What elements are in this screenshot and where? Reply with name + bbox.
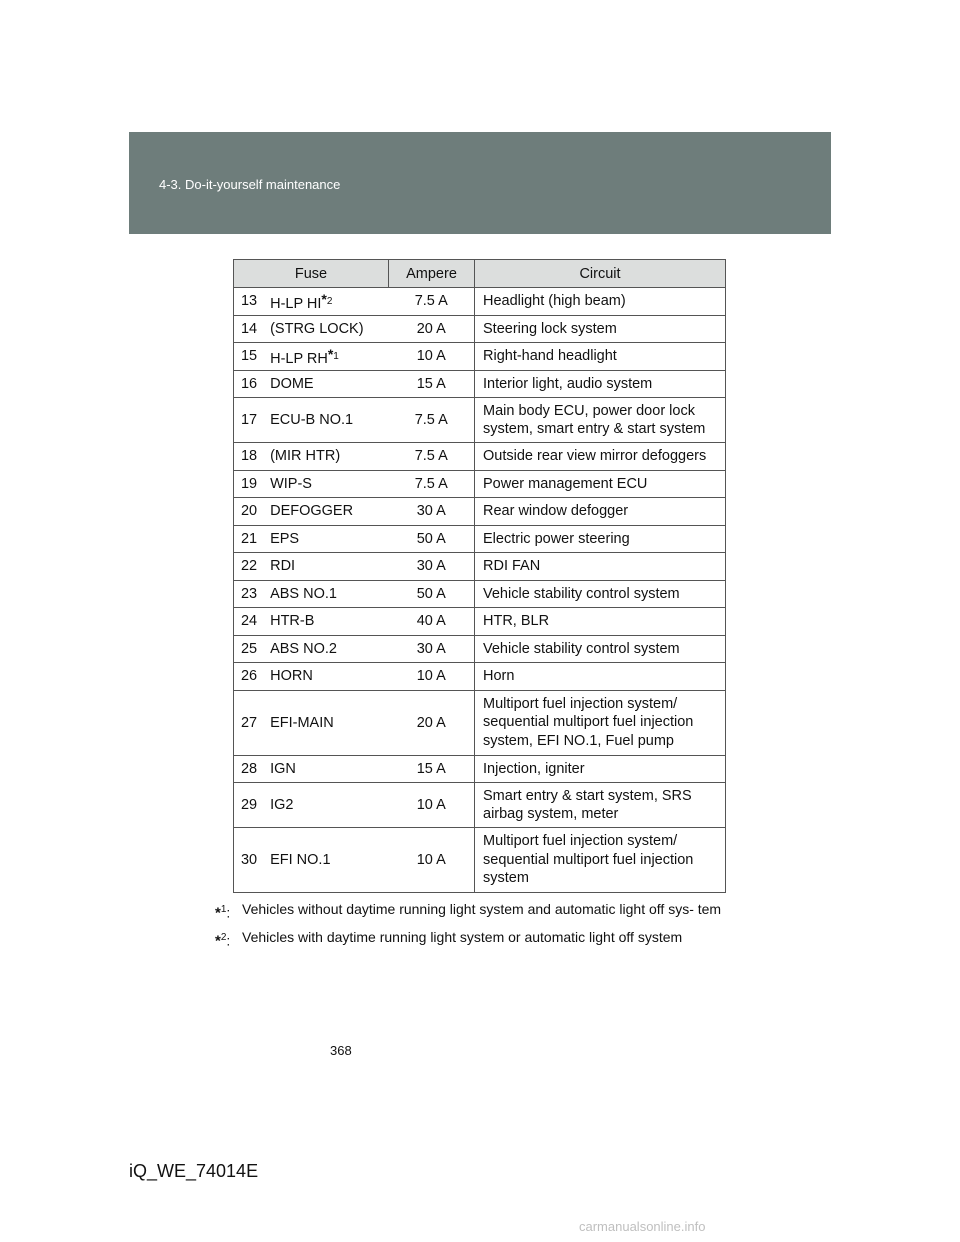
circuit-line: system, EFI NO.1, Fuel pump: [483, 732, 674, 749]
document-code: iQ_WE_74014E: [129, 1161, 259, 1181]
table-row: [234, 553, 726, 581]
circuit-line: Smart entry & start system, SRS: [483, 787, 692, 804]
circuit-line: Vehicle stability control system: [483, 640, 680, 657]
table-row: [234, 755, 726, 783]
circuit-line: sequential multiport fuel injection: [483, 851, 694, 868]
fuse-circuit: [475, 663, 726, 691]
fuse-circuit: [475, 755, 726, 783]
fuse-ampere: 10 A: [389, 343, 475, 371]
fuse-number: 26: [234, 663, 265, 691]
circuit-line: Multiport fuel injection system/: [483, 833, 678, 850]
footnote-marker: *$^1$:: [215, 904, 231, 922]
fuse-number: 24: [234, 608, 265, 636]
fuse-number: 30: [234, 828, 265, 893]
column-header-fuse: Fuse: [234, 260, 389, 288]
fuse-name: (STRG LOCK): [264, 315, 388, 343]
circuit-line: Main body ECU, power door lock: [483, 402, 695, 419]
fuse-ampere: 40 A: [389, 608, 475, 636]
circuit-line: Rear window defogger: [483, 503, 629, 519]
circuit-line: sequential multiport fuel injection: [483, 714, 694, 731]
fuse-circuit: [475, 525, 726, 553]
fuse-ampere: 15 A: [389, 370, 475, 398]
fuse-circuit: [475, 580, 726, 608]
fuse-number: 23: [234, 580, 265, 608]
watermark: carmanualsonline.info: [579, 1219, 706, 1234]
table-row: [234, 690, 726, 755]
fuse-number: 18: [234, 443, 265, 471]
table-row: [234, 288, 726, 316]
circuit-line: Interior light, audio system: [483, 375, 653, 392]
fuse-number: 16: [234, 370, 265, 398]
fuse-circuit: [475, 635, 726, 663]
circuit-line: system: [483, 870, 529, 887]
fuse-circuit: [475, 315, 726, 343]
footnotes: [215, 900, 746, 955]
fuse-ampere: 15 A: [389, 755, 475, 783]
table-row: [234, 828, 726, 893]
table-row: [234, 498, 726, 526]
fuse-number: 15: [234, 343, 265, 371]
circuit-line: HTR, BLR: [483, 613, 550, 629]
section-title: 4-3. Do-it-yourself maintenance: [159, 177, 341, 192]
fuse-ampere: 50 A: [389, 580, 475, 608]
circuit-line: airbag system, meter: [483, 806, 619, 822]
fuse-name: IGN: [264, 755, 388, 783]
footnote-text: Vehicles with daytime running light system or automatic light off system: [242, 928, 683, 945]
footnote-ref: *1: [327, 345, 339, 362]
circuit-line: Multiport fuel injection system/: [483, 695, 678, 712]
fuse-circuit: [475, 608, 726, 636]
fuse-name: ECU-B NO.1: [264, 398, 388, 443]
fuse-circuit: [475, 343, 726, 371]
fuse-number: 29: [234, 783, 265, 828]
fuse-ampere: 30 A: [389, 553, 475, 581]
table-row: [234, 580, 726, 608]
fuse-circuit: [475, 690, 726, 755]
circuit-line: Headlight (high beam): [483, 293, 626, 309]
circuit-line: Electric power steering: [483, 530, 630, 547]
circuit-line: Injection, igniter: [483, 760, 585, 777]
fuse-circuit: [475, 470, 726, 498]
circuit-line: Power management ECU: [483, 475, 648, 492]
footnote-ref: *2: [321, 290, 333, 307]
fuse-name: HTR-B: [264, 608, 388, 636]
fuse-ampere: 30 A: [389, 635, 475, 663]
fuse-number: 21: [234, 525, 265, 553]
fuse-circuit: [475, 553, 726, 581]
fuse-number: 20: [234, 498, 265, 526]
fuse-number: 13: [234, 288, 265, 316]
table-row: [234, 608, 726, 636]
fuse-circuit: [475, 783, 726, 828]
fuse-name: HORN: [264, 663, 388, 691]
table-row: [234, 443, 726, 471]
table-row: [234, 470, 726, 498]
fuse-circuit: [475, 443, 726, 471]
fuse-ampere: 20 A: [389, 315, 475, 343]
fuse-table: [233, 259, 726, 893]
fuse-number: 25: [234, 635, 265, 663]
fuse-circuit: [475, 288, 726, 316]
circuit-line: RDI FAN: [483, 558, 541, 574]
fuse-table-body: [234, 288, 726, 893]
column-header-circuit: Circuit: [475, 260, 726, 288]
table-row: [234, 635, 726, 663]
table-row: [234, 525, 726, 553]
fuse-circuit: [475, 370, 726, 398]
circuit-line: Steering lock system: [483, 320, 617, 337]
fuse-name: (MIR HTR): [264, 443, 388, 471]
circuit-line: Horn: [483, 668, 515, 684]
footnote-text: Vehicles without daytime running light system and automatic light off sys- tem: [242, 901, 722, 917]
fuse-name: IG2: [264, 783, 388, 828]
fuse-name: EFI-MAIN: [264, 690, 388, 755]
fuse-ampere: 20 A: [389, 690, 475, 755]
footnote: [215, 928, 746, 951]
fuse-number: 22: [234, 553, 265, 581]
fuse-ampere: 10 A: [389, 828, 475, 893]
fuse-name: DOME: [264, 370, 388, 398]
fuse-name: WIP-S: [264, 470, 388, 498]
fuse-ampere: 7.5 A: [389, 288, 475, 316]
circuit-line: system, smart entry & start system: [483, 421, 706, 437]
circuit-line: Right-hand headlight: [483, 348, 617, 364]
footnote-marker: *$^2$:: [215, 931, 231, 950]
table-row: [234, 315, 726, 343]
fuse-number: 28: [234, 755, 265, 783]
fuse-ampere: 10 A: [389, 783, 475, 828]
header-band: [129, 132, 831, 234]
footnote: [215, 900, 746, 923]
table-header-row: [234, 260, 726, 288]
fuse-name: H-LP RH$^{*1}$: [264, 343, 388, 371]
fuse-circuit: [475, 398, 726, 443]
fuse-name: RDI: [264, 553, 388, 581]
fuse-circuit: [475, 828, 726, 893]
column-header-ampere: Ampere: [389, 260, 475, 288]
fuse-number: 19: [234, 470, 265, 498]
fuse-ampere: 7.5 A: [389, 398, 475, 443]
fuse-ampere: 50 A: [389, 525, 475, 553]
fuse-circuit: [475, 498, 726, 526]
fuse-name: EPS: [264, 525, 388, 553]
fuse-name: H-LP HI$^{*2}$: [264, 288, 388, 316]
table-row: [234, 663, 726, 691]
fuse-name: ABS NO.1: [264, 580, 388, 608]
fuse-name: DEFOGGER: [264, 498, 388, 526]
circuit-line: Vehicle stability control system: [483, 585, 680, 602]
fuse-name: ABS NO.2: [264, 635, 388, 663]
fuse-number: 14: [234, 315, 265, 343]
table-row: [234, 370, 726, 398]
fuse-ampere: 7.5 A: [389, 470, 475, 498]
table-row: [234, 398, 726, 443]
table-row: [234, 343, 726, 371]
fuse-ampere: 30 A: [389, 498, 475, 526]
fuse-ampere: 10 A: [389, 663, 475, 691]
fuse-ampere: 7.5 A: [389, 443, 475, 471]
table-row: [234, 783, 726, 828]
fuse-name: EFI NO.1: [264, 828, 388, 893]
page-number: 368: [330, 1043, 352, 1058]
fuse-number: 27: [234, 690, 265, 755]
circuit-line: Outside rear view mirror defoggers: [483, 448, 707, 464]
fuse-number: 17: [234, 398, 265, 443]
